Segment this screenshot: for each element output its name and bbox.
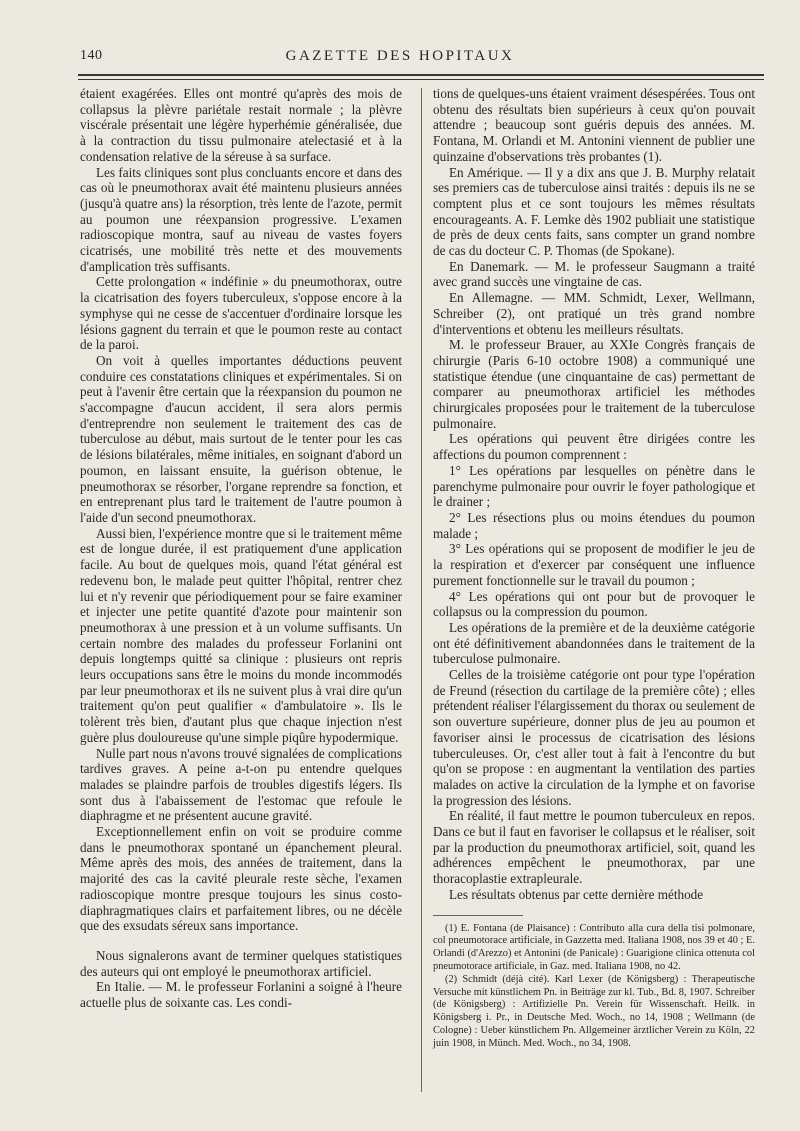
footnotes (433, 923, 755, 1051)
list-item: 2° Les résections plus ou moins étendues du poumon malade ; (433, 509, 755, 541)
paragraph: Exceptionnellement enfin on voit se produire comme dans le pneumothorax spontané un épanchement pleural. Même après des mois, des années de traitement, dans la majorité des cas la cavité pleurale reste sèche, l'examen radioscopique montre presque toujours les sinus costo-diaphragmatiques clairs et parfaitement libres, ou ne décèle que des exsudats séreux sans importance. (80, 824, 402, 934)
footnote-rule (433, 915, 523, 916)
header-rule-thick (78, 74, 764, 76)
paragraph: Nulle part nous n'avons trouvé signalées de complications tardives graves. A peine a-t-on pu entendre quelques malades se plaindre parfois de troubles digestifs légers. Ils sont dus à l'abaissement de l'estomac que refoule le diaphragme et ne présentent aucune gravité. (80, 745, 402, 824)
right-column (433, 86, 755, 1051)
paragraph: Celles de la troisième catégorie ont pour type l'opération de Freund (résection du cartilage de la première côte) ; elles prétendent réaliser l'élargissement du thorax ou seulement de son ouverture supérieure, donner plus de jeu au poumon et favoriser ainsi le processus de cicatrisation des lésions tuberculeuses. Or, c'est aller tout à fait à l'encontre du but qu'on se propose : en augmentant la ventilation des parties malades on active la circulation de la lymphe et on favorise la progression des lésions. (433, 667, 755, 808)
paragraph: Les résultats obtenus par cette dernière méthode (449, 886, 704, 902)
paragraph: Nous signalerons avant de terminer quelques statistiques des auteurs qui ont employé le pneumothorax artificiel. (80, 947, 402, 979)
paragraph-italie: En Italie. — M. le professeur Forlanini a soigné à l'heure actuelle plus de soixante cas. Les condi- (80, 979, 402, 1011)
paragraph: Cette prolongation « indéfinie » du pneumothorax, outre la cicatrisation des foyers tuberculeux, s'oppose encore à la symphyse qui ne cesse de s'accentuer d'ordinaire lorsque les lésions gagnent du terrain et que le poumon reste au contact de la paroi. (80, 274, 402, 353)
left-column (80, 86, 402, 1011)
footnote: (2) Schmidt (déjà cité). Karl Lexer (de Königsberg) : Therapeutische Versuche mit künstlichem Pn. in Beiträge zur kl. Tub., Bd. 8, 1907. Schreiber (de Königsberg) : Artifizielle Pn. Verein für Wissenschaft. Heilk. in Königsberg i. Pr., in Deutsche Med. Woch., no 14, 1908 ; Wellmann (de Cologne) : Ueber künstlichem Pn. Allgemeiner ärztlicher Verein zu Köln, 22 juin 1908, in Münch. Med. Woch., no 34, 1908. (433, 973, 755, 1049)
running-title: GAZETTE DES HOPITAUX (285, 48, 515, 64)
paragraph: M. le professeur Brauer, au XXIe Congrès français de chirurgie (Paris 6-10 octobre 1908) a communiqué une statistique étendue (une cinquantaine de cas) permettant de comparer au pneumothorax artificiel les méthodes chirurgicales proposées pour le traitement de la tuberculose pulmonaire. (433, 337, 755, 431)
page-number: 140 (80, 48, 103, 63)
paragraph-allemagne: En Allemagne. — MM. Schmidt, Lexer, Wellmann, Schreiber (2), ont pratiqué un très grand nombre d'interventions et obtenu les meilleurs résultats. (433, 290, 755, 337)
paragraph-danemark: En Danemark. — M. le professeur Saugmann a traité avec grand succès une vingtaine de cas. (433, 258, 755, 290)
list-item: 1° Les opérations par lesquelles on pénètre dans le parenchyme pulmonaire pour ouvrir le foyer pathologique et le drainer ; (433, 462, 755, 510)
column-divider (421, 88, 422, 1092)
paragraph: étaient exagérées. Elles ont montré qu'après des mois de collapsus la plèvre pariétale restait normale ; la plèvre viscérale présentait une légère hyperhémie généralisée, due à la contraction du tissu pulmonaire atelectasié et à la condensation relative de la séreuse à sa surface. (80, 86, 402, 164)
list-item: 4° Les opérations qui ont pour but de provoquer le collapsus ou la compression du poumon. (433, 588, 755, 620)
list-item: 3° Les opérations qui se proposent de modifier le jeu de la respiration et d'exercer par conséquent une influence purement fonctionnelle sur le travail du poumon ; (433, 541, 755, 588)
paragraph: On voit à quelles importantes déductions peuvent conduire ces constatations cliniques et expérimentales. Si on peut à l'avenir être certain que la réexpansion du poumon ne s'accompagne d'aucun accident, il sera alors permis d'entreprendre non seulement le traitement des cas de tuberculose au début, mais surtout de le tenter pour les cas de lésions bilatérales, même initiales, en soignant d'abord un poumon, en laissant ensuite, la guérison obtenue, le pneumothorax se résorber, l'organe reprendre sa fonction, et en entreprenant plus tard le traitement de l'autre poumon à l'aide d'un second pneumothorax. (80, 352, 402, 525)
footnote: (1) E. Fontana (de Plaisance) : Contributo alla cura della tisi polmonare, col pneumotorace artificiale, in Gazzetta med. Italiana 1908, nos 39 et 40 ; E. Orlandi (d'Arezzo) et Antonini (de Panicale) : Guarigione clinica ottenuta col pneumotorace artificiale, in Gaz. med. Italiana 1908, no 42. (433, 922, 755, 972)
paragraph-amerique: En Amérique. — Il y a dix ans que J. B. Murphy relatait ses premiers cas de tuberculose ainsi traités : depuis ils ne se comptent plus et ce sont toujours les mêmes résultats encourageants. A. F. Lemke dès 1902 publiait une statistique de près de deux cents faits, sans compter un grand nombre de cas du docteur C. P. Thomas (de Spokane). (433, 164, 755, 259)
paragraph: Aussi bien, l'expérience montre que si le traitement même est de longue durée, il est pratiquement d'une application facile. Au bout de quelques mois, quand l'état général est redevenu bon, le malade peut quitter l'hôpital, rentrer chez lui et n'y revenir que périodiquement pour se faire examiner et injecter une petite quantité d'azote pour maintenir son pneumothorax à une pression et à un volume suffisants. Un certain nombre des malades du professeur Forlanini ont depuis longtemps quitté sa clinique : plusieurs ont repris leurs occupations sans être le moins du monde incommodés par leur pneumothorax et ils ne suivent plus à vrai dire qu'un traitement qu'on peut qualifier « d'ambulatoire ». Ils le tolèrent très bien, d'autant plus que chaque injection n'est guère plus douloureuse qu'une simple piqûre hypodermique. (80, 525, 402, 745)
paragraph: Les opérations de la première et de la deuxième catégorie ont été définitivement abandonnées dans le traitement de la tuberculose pulmonaire. (433, 619, 755, 667)
paragraph: Les opérations qui peuvent être dirigées contre les affections du poumon comprennent : (433, 431, 755, 463)
header-rule-thin (78, 79, 764, 80)
paragraph: tions de quelques-uns étaient vraiment désespérées. Tous ont obtenu des résultats bien supérieurs à ceux qu'on pouvait attendre ; beaucoup sont guéris depuis des années. M. Fontana, M. Orlandi et M. Antonini viennent de publier une quinzaine d'observations très probantes (1). (433, 86, 755, 164)
paragraph: Les faits cliniques sont plus concluants encore et dans des cas où le pneumothorax avait été maintenu plusieurs années (jusqu'à quatre ans) la résorption, très lente de l'azote, permit au poumon une réexpansion progressive. L'examen radioscopique montra, sauf au niveau de vastes foyers cicatrisés, une mobilité très nette et des mouvements d'amplication très suffisants. (80, 164, 402, 274)
paragraph: En réalité, il faut mettre le poumon tuberculeux en repos. Dans ce but il faut en favoriser le collapsus et le réaliser, soit par la production du pneumothorax artificiel, soit, quand les adhérences empêchent le pneumothorax, par une thoracoplastie extrapleurale. (433, 808, 755, 887)
